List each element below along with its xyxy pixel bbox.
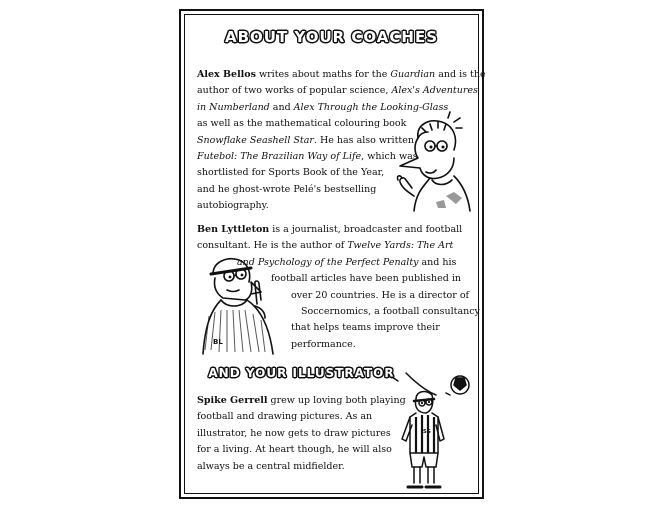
lyttleton-text: football articles have been published in xyxy=(271,273,462,285)
gerrell-bio xyxy=(197,393,406,475)
bellos-text: , which was xyxy=(361,151,418,163)
bellos-text: author of two works of popular science, xyxy=(197,85,392,97)
lyttleton-italic: Twelve Yards: The Art xyxy=(347,240,454,252)
lyttleton-italic: and Psychology of the Perfect Penalty xyxy=(237,256,419,268)
lyttleton-text: consultant. He is the author of xyxy=(197,240,348,252)
bellos-italic: Alex's Adventures xyxy=(391,85,478,97)
book-page xyxy=(179,9,484,499)
bellos-illustration xyxy=(396,116,471,211)
lyttleton-text: over 20 countries. He is a director of xyxy=(291,289,470,301)
illustrator-heading: AND YOUR ILLUSTRATOR xyxy=(208,366,395,380)
bellos-text: and he ghost-wrote Pelé's bestselling xyxy=(197,183,377,195)
gerrell-text: illustrator, he now gets to draw pictures xyxy=(197,427,391,439)
lyttleton-name: Ben Lyttleton xyxy=(197,224,270,235)
bellos-text: and is the xyxy=(435,69,486,80)
lyttleton-text: performance. xyxy=(291,338,356,350)
lyttleton-illustration xyxy=(199,254,279,354)
bellos-italic: Alex Through the Looking-Glass xyxy=(293,101,449,113)
page-title: ABOUT YOUR COACHES xyxy=(224,28,439,46)
bellos-text: and xyxy=(269,101,294,113)
bellos-italic: Guardian xyxy=(390,69,436,80)
gerrell-text: grew up loving both playing xyxy=(267,395,406,406)
bellos-text: . He has also written xyxy=(313,134,414,146)
bellos-italic: Snowflake Seashell Star xyxy=(197,134,314,146)
lyttleton-text: is a journalist, broadcaster and football xyxy=(269,224,463,235)
bellos-italic: Futebol: The Brazilian Way of Life xyxy=(197,151,362,163)
bellos-text: autobiography. xyxy=(197,200,269,212)
bellos-text: shortlisted for Sports Book of the Year, xyxy=(197,167,385,179)
bellos-text: as well as the mathematical colouring book xyxy=(197,118,407,130)
bellos-text: writes about maths for the xyxy=(255,69,391,80)
lyttleton-text: Soccernomics, a football consultancy xyxy=(301,306,480,318)
lyttleton-text: that helps teams improve their xyxy=(291,322,440,334)
gerrell-text: always be a central midfielder. xyxy=(197,460,345,472)
bellos-italic: in Numberland xyxy=(197,101,270,113)
gerrell-shirt-text: SG xyxy=(423,429,431,435)
gerrell-name: Spike Gerrell xyxy=(197,395,268,406)
lyttleton-shirt-text: BL xyxy=(213,338,223,346)
gerrell-text: football and drawing pictures. As an xyxy=(197,411,373,423)
lyttleton-text: and his xyxy=(418,256,457,268)
gerrell-text: for a living. At heart though, he will also xyxy=(197,444,392,456)
gerrell-illustration xyxy=(386,369,476,494)
bellos-name: Alex Bellos xyxy=(197,69,256,80)
